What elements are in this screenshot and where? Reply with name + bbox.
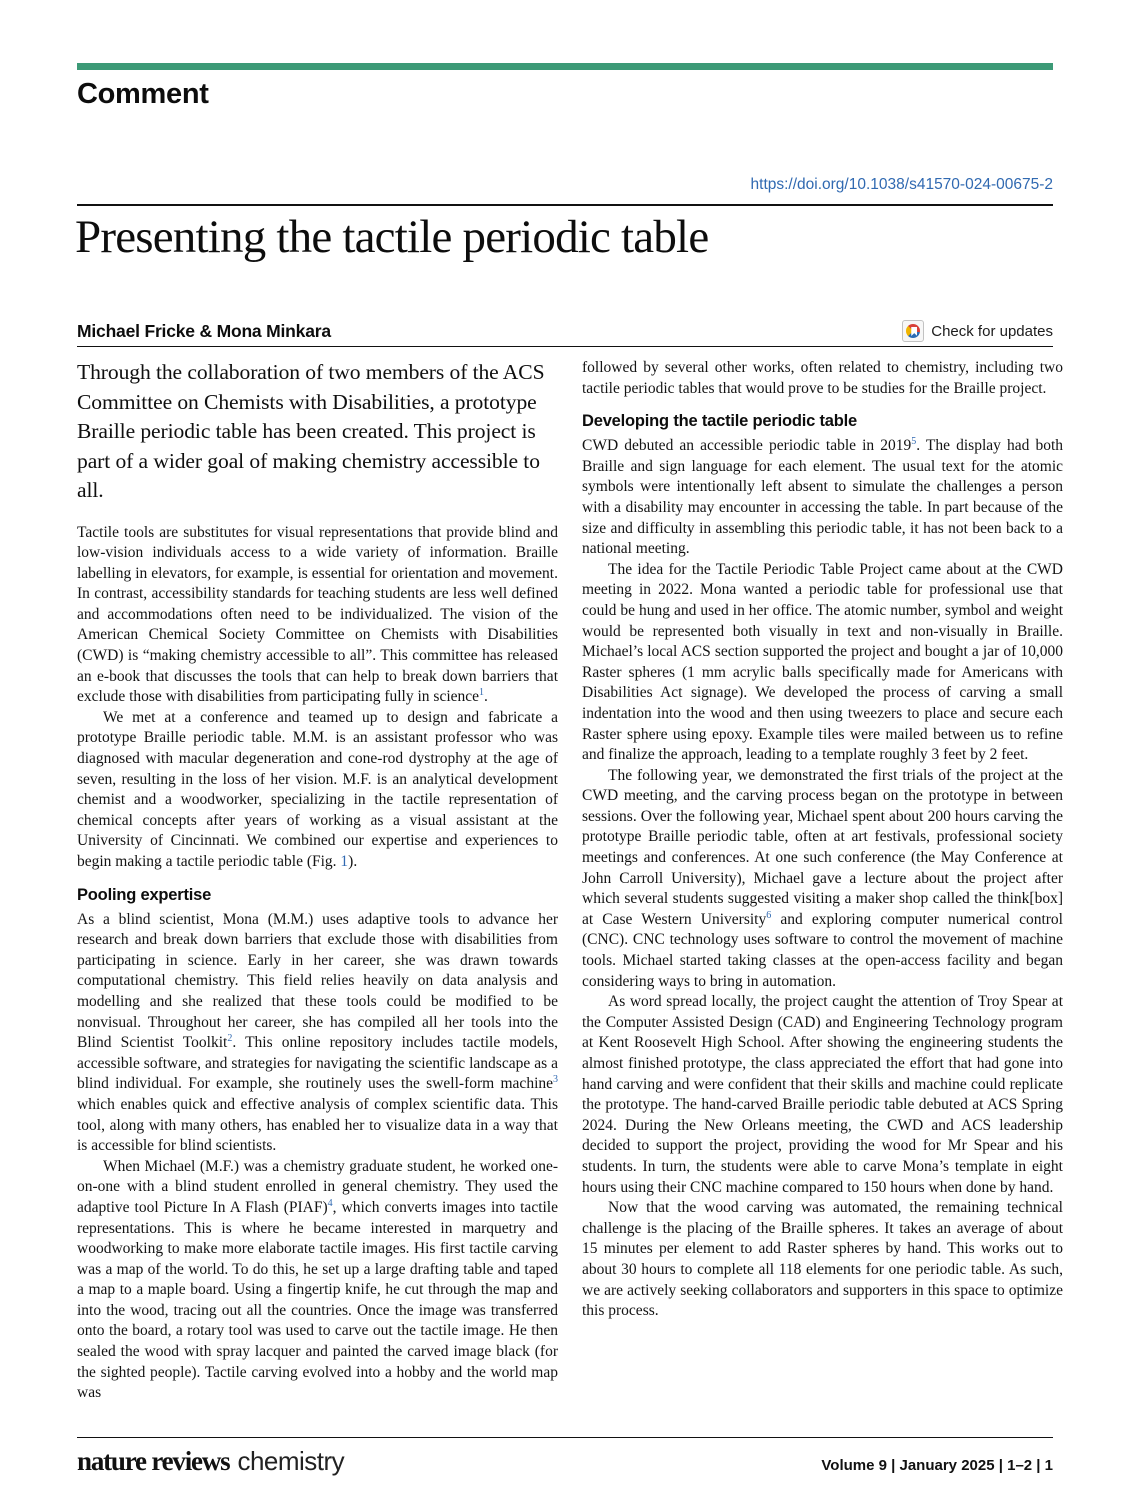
- reference-link[interactable]: 6: [766, 909, 772, 921]
- section-accent-bar: [77, 63, 1053, 70]
- reference-link[interactable]: 3: [553, 1074, 558, 1086]
- reference-link[interactable]: 2: [227, 1033, 233, 1044]
- article-title: Presenting the tactile periodic table: [75, 211, 709, 263]
- text-run: The idea for the Tactile Periodic Table Project came about at the CWD meeting in 2022. Mona wanted a periodic table for professional use that could be hung and used in her office. The atomic number, symbol and weight would be represented both visually in text and non-visually in Braille. Michael’s local ACS section supported the project and bought a jar of 10,000 Raster spheres (1 mm acrylic balls specifically made for Americans with Disabilities Act signage). We developed the process of carving a small indentation into the wood and then using tweezers to place and secure each Raster sphere using epoxy. Example tiles were mailed between us to refine and finalize the approach, leading to a template roughly 3 feet by 2 feet.: [582, 560, 1063, 764]
- paragraph: [582, 436, 1063, 560]
- paragraph: [582, 1198, 1063, 1322]
- paragraph: [77, 910, 558, 1157]
- figure-link[interactable]: 1: [340, 853, 349, 870]
- section-heading-developing: Developing the tactile periodic table: [582, 412, 857, 431]
- text-run: , which converts images into tactile representations. This is where he became interested in marquetry and woodworking to make more elaborate tactile images. His first tactile carving was a map of the world. To do this, he set up a large drafting table and taped a map to a maple board. Using a fingertip knife, he cut through the map and into the wood, tracing out all the countries. Once the image was transferred onto the board, a rotary tool was used to carve out the tactile image. He then sealed the wood with spray lacquer and painted the carved image black (for the sighted people). Tactile carving evolved into a hobby and the world map was: [77, 1198, 558, 1402]
- paragraph: [582, 766, 1063, 993]
- left-column: [77, 358, 558, 1404]
- paragraph: [77, 708, 558, 873]
- paragraph: [77, 523, 558, 708]
- text-run: which enables quick and effective analysis of complex scientific data. This tool, along with many others, has enabled her to visualize data in a way that is accessible for blind scientists.: [77, 1095, 558, 1155]
- paragraph: [582, 992, 1063, 1198]
- reference-link[interactable]: 4: [327, 1197, 333, 1209]
- text-run: Now that the wood carving was automated, the remaining technical challenge is the placing of the Braille spheres. It takes an average of about 15 minutes per element to add Raster spheres by hand. This works out to about 30 hours to complete all 118 elements for one periodic table. As such, we are actively seeking collaborators and supporters in this space to optimize this process.: [582, 1199, 1063, 1320]
- byline-divider: [77, 346, 1053, 347]
- paragraph: [77, 1157, 558, 1404]
- right-column: [582, 358, 1063, 1404]
- section-kicker: Comment: [77, 78, 209, 110]
- section-heading-pooling-expertise: Pooling expertise: [77, 885, 212, 904]
- page-footer: [77, 1446, 1053, 1477]
- text-run: We met at a conference and teamed up to design and fabricate a prototype Braille periodic table. M.M. is an assistant professor who was diagnosed with macular degeneration and cone-rod dystrophy at the age of seven, resulting in the loss of her vision. M.F. is an analytical development chemist and a woodworker, specializing in the tactile representation of chemical concepts after years of working as a visual assistant at the University of Cincinnati. We combined our expertise and experiences to begin making a tactile periodic table (Fig.: [77, 708, 558, 870]
- text-run: . The display had both Braille and sign language for each element. The usual text for the atomic symbols were intentionally left absent to simulate the challenges a person with a disability may encounter in accessing the table. In part because of the size and difficulty in assembling this periodic table, it has not been back to a national meeting.: [582, 437, 1063, 558]
- issue-info: [821, 1457, 1053, 1474]
- paragraph: [582, 358, 1063, 399]
- doi-link[interactable]: https://doi.org/10.1038/s41570-024-00675-2: [750, 176, 1053, 193]
- issue-volume-date: Volume 9 | January 2025 | 1–2 |: [821, 1457, 1045, 1474]
- authors: Michael Fricke & Mona Minkara: [77, 320, 331, 341]
- text-run: ).: [348, 853, 358, 870]
- text-run: When Michael (M.F.) was a chemistry graduate student, he worked one-on-one with a blind student enrolled in general chemistry. They used the adaptive tool Picture In A Flash (PIAF): [77, 1157, 558, 1216]
- footer-divider: [77, 1437, 1053, 1438]
- text-run: As word spread locally, the project caught the attention of Troy Spear at the Computer Assisted Design (CAD) and Engineering Technology program at Kent Roosevelt High School. After showing the engineering students the almost finished prototype, the class appreciated the effort that had gone into hand carving and were confident that their skills and machine could replicate the prototype. The hand-carved Braille periodic table debuted at ACS Spring 2024. During the New Orleans meeting, the CWD and ACS leadership decided to support the project, providing the wood for Mr Spear and his students. In turn, the students were able to carve Mona’s template in eight hours using their CNC machine compared to 150 hours when done by hand.: [582, 993, 1063, 1196]
- journal-logo: [77, 1446, 344, 1477]
- page-number: 1: [1044, 1457, 1053, 1474]
- text-run: Tactile tools are substitutes for visual representations that provide blind and low-vision individuals access to a wide variety of information. Braille labelling in elevators, for example, is essential for orientation and movement. In contrast, accessibility standards for teaching students are less well defined and accommodations often need to be individualized. The vision of the American Chemical Society Committee on Chemists with Disabilities (CWD) is “making chemistry accessible to all”. This committee has released an e-book that discusses the tools that can help to break down barriers that exclude those with disabilities from participating fully in science: [77, 523, 558, 706]
- reference-link[interactable]: 5: [911, 436, 917, 448]
- text-run: followed by several other works, often related to chemistry, including two tactile periodic tables that would prove to be studies for the Braille project.: [582, 359, 1063, 397]
- text-run: The following year, we demonstrated the first trials of the project at the CWD meeting, and the carving process began on the prototype in between sessions. Over the following year, Michael spent about 200 hours carving the prototype Braille periodic table, often at art festivals, professional society meetings and conferences. At one such conference (the May Conference at John Carroll University), Michael gave a lecture about the project after which several students suggested visiting a maker shop called the think[box] at Case Western University: [582, 766, 1063, 928]
- text-run: . This online repository includes tactile models, accessible software, and strategies for navigating the scientific landscape as a blind individual. For example, she routinely uses the swell-form machine: [77, 1034, 558, 1093]
- standfirst: Through the collaboration of two members of the ACS Committee on Chemists with Disabilities, a prototype Braille periodic table has been created. This project is part of a wider goal of making chemistry accessible to all.: [77, 360, 545, 502]
- check-for-updates-button[interactable]: [902, 320, 1053, 342]
- text-run: As a blind scientist, Mona (M.M.) uses adaptive tools to advance her research and break down barriers that exclude those with disabilities from participating in science. Early in her career, she was drawn towards computational chemistry. This field relies heavily on data analysis and modelling and she realized that these tools could be modified to be nonvisual. Throughout her career, she has compiled all her tools into the Blind Scientist Toolkit: [77, 910, 558, 1052]
- reference-link[interactable]: 1: [479, 687, 485, 699]
- text-run: CWD debuted an accessible periodic table in 2019: [582, 437, 912, 455]
- byline-row: [77, 318, 1053, 344]
- text-run: .: [484, 688, 488, 706]
- crossmark-icon: [902, 320, 924, 342]
- journal-logo-subject: chemistry: [237, 1446, 345, 1476]
- paragraph: [582, 560, 1063, 766]
- check-for-updates-label: Check for updates: [931, 322, 1053, 340]
- journal-logo-name: nature reviews: [77, 1446, 230, 1476]
- text-run: and exploring computer numerical control (CNC). CNC technology uses software to control the movement of machine tools. Michael started taking classes at the open-access facility and began considering ways to bring in automation.: [582, 910, 1063, 990]
- header-divider: [77, 204, 1053, 206]
- article-body: [77, 358, 1063, 1404]
